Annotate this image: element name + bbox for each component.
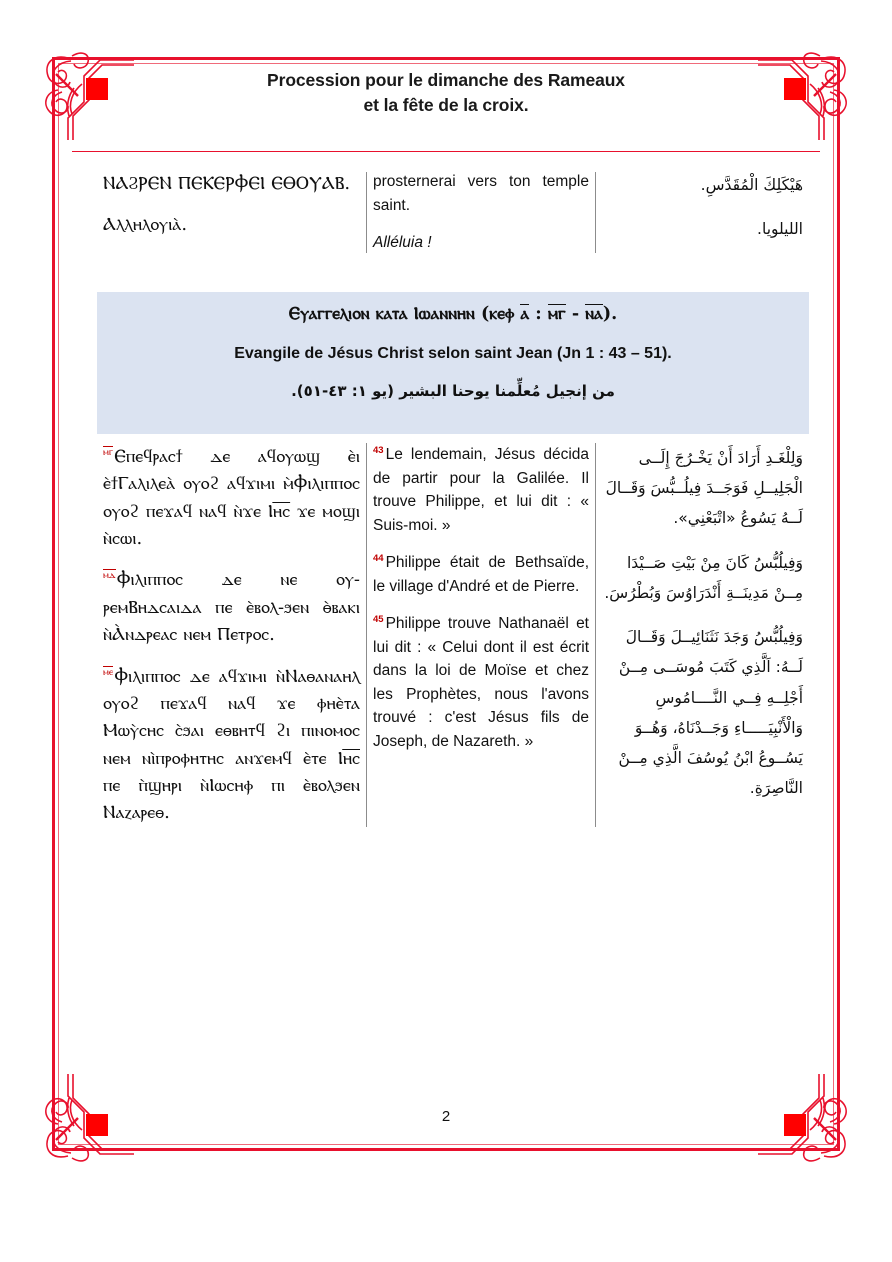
verse-coptic-text: Ⲫⲓⲗⲓⲡⲡⲟⲥ ⲇⲉ ⲛⲉ ⲟⲩ-ⲣⲉⲙⲂⲏⲇⲥⲁⲓⲇⲁ ⲡⲉ ⲉ̀ⲃⲟⲗ-ϧⲉⲛ ⲑ̀ⲃⲁⲕⲓ ⲛ̀Ⲁ̀ⲛⲇⲣⲉⲁⲥ ⲛⲉⲙ Ⲡⲉⲧⲣⲟⲥ. bbox=[103, 569, 360, 646]
gospel-coptic-suffix: ). bbox=[602, 304, 618, 324]
top-french-line-1: prosternerai vers ton temple saint. bbox=[373, 173, 589, 214]
gospel-coptic-chapter: ⲁ bbox=[520, 304, 530, 324]
page-title bbox=[100, 68, 792, 119]
verse-french-text: Philippe était de Bethsaïde, le village d'André et de Pierre. bbox=[373, 554, 589, 595]
verse-number-french: 43 bbox=[373, 444, 384, 456]
page-number: 2 bbox=[441, 1108, 451, 1125]
verse-number-coptic: ⲙⲉ bbox=[103, 666, 114, 678]
verse-row: وَفِيلُبُّسُ وَجَدَ نَثَنَائِيــلَ وَقَــالَ لَــهُ: اَلَّذِي كَتَبَ مُوسَــى مِــنْ أَجْلِــهِ فِــي النَّــــامُوسِ وَالْأَنْبِيَـــــاءِ وَجَــدْنَاهُ، وَهُــوَ يَسُــوعُ ابْنُ يُوسُفَ الَّذِي مِــنْ النَّاصِرَةِ. bbox=[618, 628, 803, 798]
top-arabic-line-2: الليلويا. bbox=[757, 220, 803, 239]
verse-number-coptic: ⲙⲇ bbox=[103, 570, 116, 582]
verse-row bbox=[103, 663, 360, 827]
top-verse-table bbox=[97, 170, 809, 255]
verse-row bbox=[373, 551, 589, 598]
verse-coptic-column bbox=[97, 443, 366, 827]
gospel-coptic-dash: - bbox=[565, 304, 586, 324]
verse-row bbox=[103, 443, 360, 552]
gospel-heading-box bbox=[97, 292, 809, 434]
title-divider bbox=[72, 151, 820, 152]
gospel-heading-french: Evangile de Jésus Christ selon saint Jean (Jn 1 : 43 – 51). bbox=[234, 344, 672, 362]
verse-row bbox=[373, 443, 589, 537]
page-title-line-1: Procession pour le dimanche des Rameaux bbox=[267, 70, 625, 90]
top-coptic-cell bbox=[97, 170, 366, 255]
verse-row: وَفِيلُبُّسُ كَانَ مِنْ بَيْتِ صَــيْدَا مِــنْ مَدِينَــةِ أَنْدَرَاوُسَ وَبُطْرُسَ. bbox=[604, 553, 803, 602]
verse-number-french: 44 bbox=[373, 553, 384, 565]
top-arabic-cell bbox=[596, 170, 809, 255]
verse-row bbox=[373, 612, 589, 753]
verse-french-column bbox=[367, 443, 595, 827]
verse-number-french: 45 bbox=[373, 614, 384, 626]
verse-coptic-text: Ⲫⲓⲗⲓⲡⲡⲟⲥ ⲇⲉ ⲁϥϫⲓⲙⲓ ⲛ̀Ⲛⲁⲑⲁⲛⲁⲏⲗ ⲟⲩⲟϩ ⲡⲉϫⲁϥ ⲛⲁϥ ϫⲉ ⲫⲏⲉ̀ⲧⲁ Ⲙⲱⲩ̀ⲥⲏⲥ ⲥ̀ϧⲁⲓ ⲉⲑⲃⲏⲧϥ ϩⲓ ⲡⲓⲛⲟⲙⲟⲥ ⲛⲉⲙ ⲛⲓ̀ⲡⲣⲟⲫⲏⲧⲏⲥ ⲁⲛϫⲉⲙϥ ⲉ̀ⲧⲉ Ⲓⲏ̅ⲥ̅ ⲡⲉ ⲡ̀ϣⲏⲣⲓ ⲛ̀Ⲓⲱⲥⲏⲫ ⲡⲓ ⲉ̀ⲃⲟⲗϧⲉⲛ Ⲛⲁⲍⲁⲣⲉⲑ. bbox=[103, 665, 360, 824]
verse-arabic-column bbox=[596, 443, 809, 827]
verse-french-text: Le lendemain, Jésus décida de partir pour la Galilée. Il trouve Philippe, et lui dit : « Suis-moi. » bbox=[373, 446, 589, 534]
top-coptic-line-1: ⲚⲀϨⲢⲈⲚ ⲠⲈⲔⲈⲢⲪⲈⲒ ⲈⲐⲞⲨⲀⲂ. bbox=[103, 173, 351, 194]
top-french-line-2: Alléluia ! bbox=[373, 234, 432, 252]
gospel-coptic-verse-to: ⲛⲁ bbox=[585, 304, 603, 324]
verse-coptic-text: Ⲉⲡⲉϥⲣⲁⲥϯ ⲇⲉ ⲁϥⲟⲩⲱϣ ⲉ̀ⲓ ⲉ̀ϯⲄⲁⲗⲓⲗⲉⲁ̀ ⲟⲩⲟϩ ⲁϥϫⲓⲙⲓ ⲙ̀Ⲫⲓⲗⲓⲡⲡⲟⲥ ⲟⲩⲟϩ ⲡⲉϫⲁϥ ⲛⲁϥ ⲛ̀ϫⲉ Ⲓⲏ̅ⲥ̅ ϫⲉ ⲙⲟϣⲓ ⲛ̀ⲥⲱⲓ. bbox=[103, 446, 360, 550]
gospel-coptic-prefix: Ⲉⲩⲁⲅⲅⲉⲗⲓⲟⲛ ⲕⲁⲧⲁ Ⲓⲱⲁⲛⲛⲏⲛ (ⲕⲉⲫ bbox=[288, 304, 521, 324]
gospel-heading-coptic bbox=[111, 303, 795, 326]
verse-french-text: Philippe trouve Nathanaël et lui dit : « Celui dont il est écrit dans la loi de Moïse et chez les Prophètes, nous l'avons trouvé : c'est Jésus fils de Joseph, de Nazareth. » bbox=[373, 615, 589, 751]
verse-row bbox=[103, 566, 360, 648]
verse-row: وَلِلْغَـدِ أَرَادَ أَنْ يَخْـرُجَ إِلَــى الْجَلِيــلِ فَوَجَــدَ فِيلُــبُّسَ وَقَــالَ لَــهُ يَسُوعُ «اتْبَعْنِي». bbox=[605, 449, 803, 528]
top-coptic-line-2: Ⲁⲗⲗⲏⲗⲟⲩⲓⲁ̀. bbox=[103, 214, 188, 236]
page-title-line-2: et la fête de la croix. bbox=[363, 95, 529, 116]
gospel-coptic-verse-from: ⲙⲅ bbox=[547, 304, 566, 324]
top-arabic-line-1: هَيْكَلِكَ الْمُقَدَّسِ. bbox=[700, 176, 803, 194]
gospel-verse-table bbox=[97, 443, 809, 827]
verse-number-coptic: ⲙⲅ bbox=[103, 447, 114, 458]
gospel-heading-arabic: من إنجيل مُعلِّمنا يوحنا البشير (يو ١: ٤٣-٥١). bbox=[291, 381, 615, 400]
top-french-cell bbox=[367, 170, 595, 255]
gospel-coptic-mid: : bbox=[529, 304, 548, 324]
